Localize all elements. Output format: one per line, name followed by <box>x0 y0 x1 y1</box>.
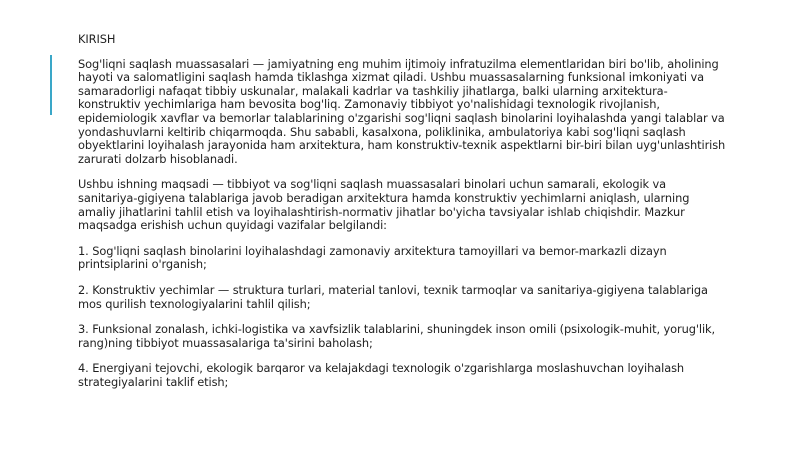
intro-paragraph: Sog'liqni saqlash muassasalari — jamiyatning eng muhim ijtimoiy infratuzilma elementlaridan biri bo'lib, aholining hayoti va salomatligini saqlash hamda tiklashga xizmat qiladi. Ushbu muassasalarning funksional imkoniyati va samaradorligi nafaqat tibbiy uskunalar, malakali kadrlar va tashkiliy jihatlarga, balki ularning arxitektura-konstruktiv yechimlariga ham bevosita bog'liq. Zamonaviy tibbiyot yo'nalishidagi texnologik rivojlanish, epidemiologik xavflar va bemorlar talablarining o'zgarishi sog'liqni saqlash binolarini loyihalashda yangi talablar va yondashuvlarni keltirib chiqarmoqda. Shu sababli, kasalxona, poliklinika, ambulatoriya kabi sog'liqni saqlash obyektlarini loyihalash jarayonida ham arxitektura, ham konstruktiv-texnik aspektlarni bir-biri bilan uyg'unlashtirish zarurati dolzarb hisoblanadi. <box>78 56 726 166</box>
task-item-2: 2. Konstruktiv yechimlar — struktura turlari, material tanlovi, texnik tarmoqlar va sanitariya-gigiyena talablariga mos qurilish texnologiyalarini tahlil qilish; <box>78 282 708 311</box>
accent-bar <box>50 55 52 115</box>
goal-paragraph: Ushbu ishning maqsadi — tibbiyot va sog'liqni saqlash muassasalari binolari uchun samarali, ekologik va sanitariya-gigiyena talablariga javob beradigan arxitektura hamda konstruktiv yechimlarni aniqlash, ularning amaliy jihatlarini tahlil etish va loyihalashtirish-normativ jihatlar bo'yicha tavsiyalar ishlab chiqishdir. Mazkur maqsadga erishish uchun quyidagi vazifalar belgilandi: <box>78 177 690 233</box>
task-item-1: 1. Sog'liqni saqlash binolarini loyihalashdagi zamonaviy arxitektura tamoyillari va bemor-markazli dizayn printsiplarini o'rganish; <box>78 243 667 272</box>
slide-content <box>78 33 728 401</box>
slide-heading: KIRISH <box>78 32 116 46</box>
task-item-3: 3. Funksional zonalash, ichki-logistika va xavfsizlik talablarini, shuningdek inson omili (psixologik-muhit, yorug'lik, rang)ning tibbiyot muassasalariga ta'sirini baholash; <box>78 322 716 350</box>
task-item-4: 4. Energiyani tejovchi, ekologik barqaror va kelajakdagi texnologik o'zgarishlarga moslashuvchan loyihalash strategiyalarini taklif etish; <box>78 361 685 389</box>
